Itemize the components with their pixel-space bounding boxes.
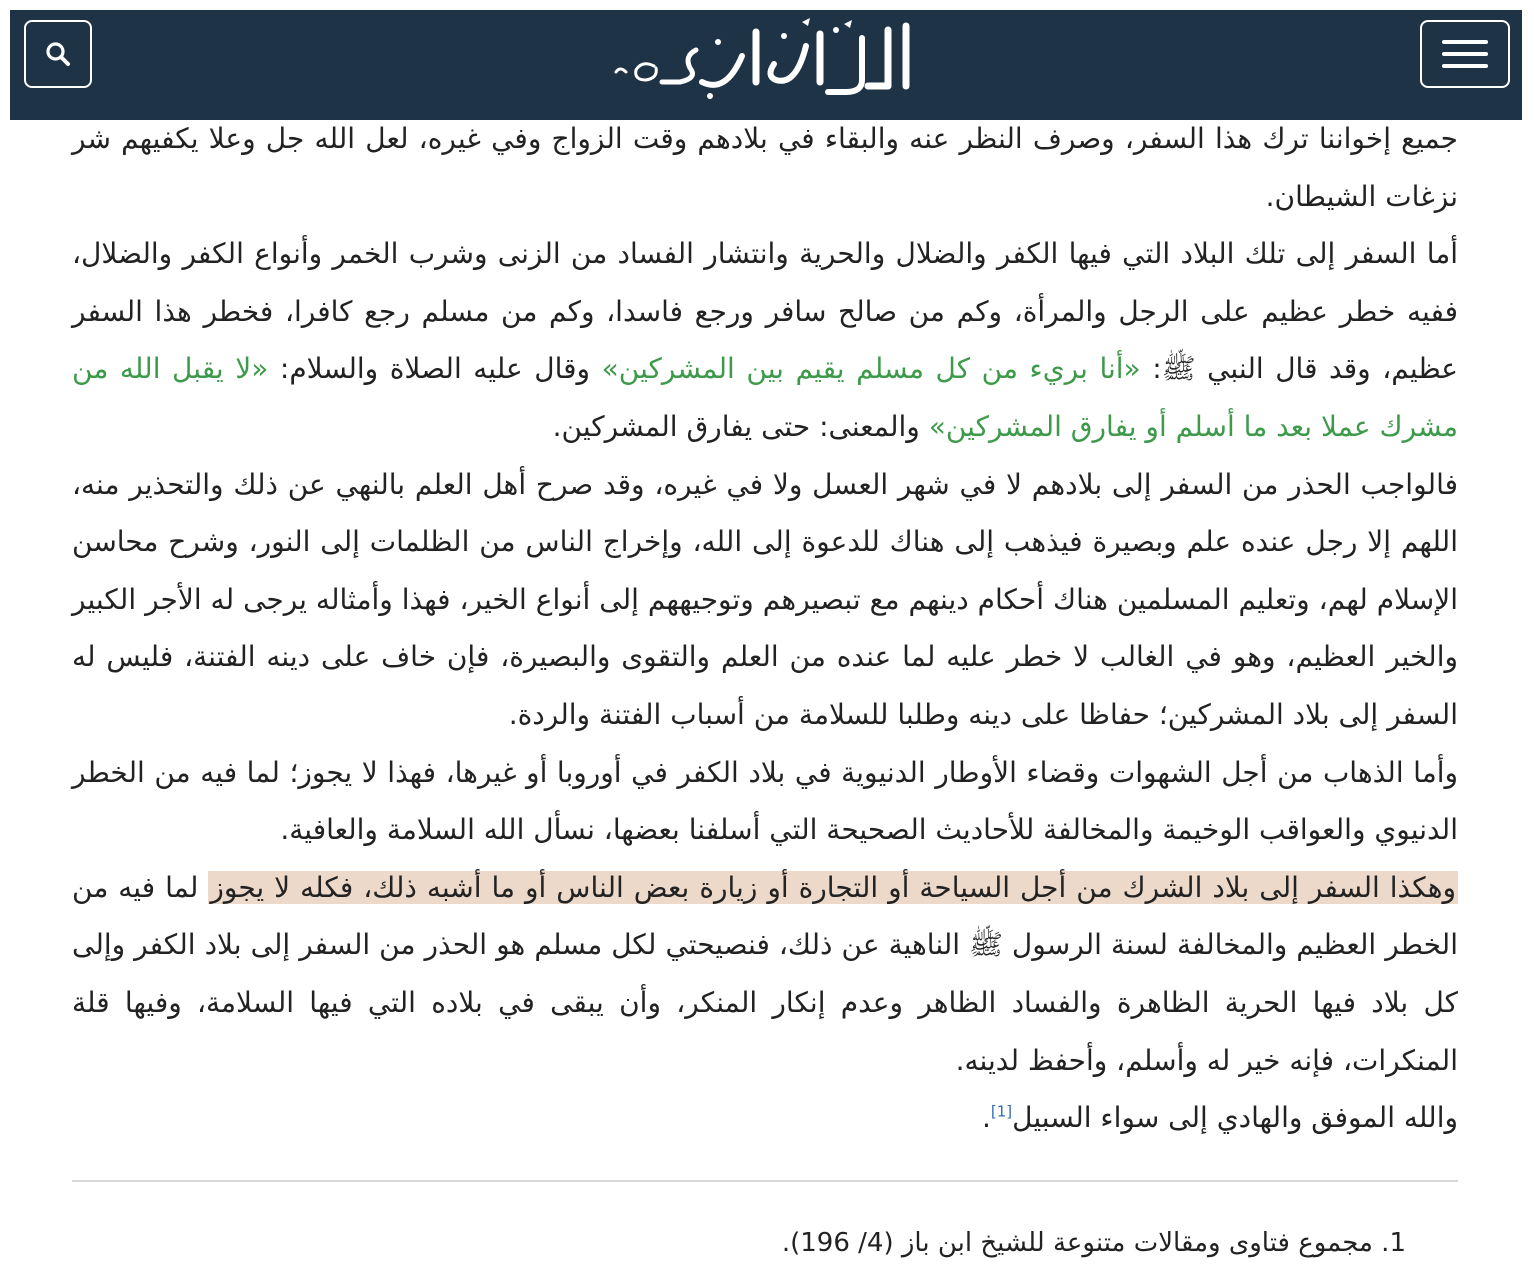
article-paragraph [72, 744, 1458, 859]
hadith-quote: «أنا بريء من كل مسلم يقيم بين المشركين» [601, 352, 1141, 386]
hadith-quote: «لا يقبل الله من مشرك عملا بعد ما أسلم أو يفارق المشركين» [72, 352, 1458, 443]
paragraph-text: أما السفر إلى تلك البلاد التي فيها الكفر والضلال والحرية وانتشار الفساد من الزنى وشرب الخمر وأنواع الكفر والضلال، ففيه خطر عظيم على الرجل والمرأة، وكم من صالح سافر ورجع فاسدا، وكم من مسلم رجع كافرا، فخطر هذا السفر عظيم، وقد قال النبي ﷺ: [72, 237, 1458, 386]
paragraph-text: والمعنى: حتى يفارق المشركين. [552, 409, 929, 443]
article-paragraph [72, 225, 1458, 455]
article-paragraph [72, 1089, 1458, 1147]
highlighted-text: وهكذا السفر إلى بلاد الشرك من أجل السياحة أو التجارة أو زيارة بعض الناس أو ما أشبه ذلك، فكله لا يجوز [210, 870, 1457, 904]
footnotes-divider [72, 1180, 1458, 1182]
logo-text: الإمام ابن باز [739, 58, 793, 69]
paragraph-text: جميع إخواننا ترك هذا السفر، وصرف النظر عنه والبقاء في بلادهم وقت الزواج وفي غيره، لعل الله جل وعلا يكفيهم شر نزغات الشيطان. [72, 122, 1458, 213]
paragraph-text: لما فيه من الخطر العظيم والمخالفة لسنة الرسول ﷺ الناهية عن ذلك، فنصيحتي لكل مسلم هو الحذر من السفر إلى بلاد الكفر وإلى كل بلاد فيها الحرية الظاهرة والفساد الظاهر وعدم إنكار المنكر، وأن يبقى في بلاده التي فيها السلامة، وفيها قلة المنكرات، فإنه خير له وأسلم، وأحفظ لدينه. [72, 870, 1458, 1077]
hamburger-menu-icon [1442, 52, 1488, 56]
site-header [10, 10, 1522, 120]
hamburger-menu-icon [1442, 40, 1488, 44]
paragraph-text: فالواجب الحذر من السفر إلى بلادهم لا في شهر العسل ولا في غيره، وقد صرح أهل العلم بالنهي عن ذلك والتحذير منه، اللهم إلا رجل عنده علم وبصيرة فيذهب إلى هناك للدعوة إلى الله، وإخراج الناس من الظلمات إلى النور، وشرح محاسن الإسلام لهم، وتعليم المسلمين هناك أحكام دينهم مع تبصيرهم وتوجيههم إلى أنواع الخير، فهذا وأمثاله يرجى له الأجر الكبير والخير العظيم، وهو في الغالب لا خطر عليه لما عنده من العلم والتقوى والبصيرة، فإن خاف على دينه الفتنة، فليس له السفر إلى بلاد المشركين؛ حفاظا على دينه وطلبا للسلامة من أسباب الفتنة والردة. [72, 467, 1458, 731]
menu-button[interactable] [1420, 20, 1510, 88]
paragraph-text: وقال عليه الصلاة والسلام: [268, 352, 602, 386]
footnote-item: 1. مجموع فتاوى ومقالات متنوعة للشيخ ابن باز (4/ 196). [781, 1228, 1406, 1258]
article-paragraph [72, 456, 1458, 744]
search-button[interactable] [24, 20, 92, 88]
article-paragraph [72, 859, 1458, 1089]
article-paragraph [72, 110, 1458, 225]
paragraph-text: . [981, 1101, 991, 1135]
site-logo[interactable] [606, 16, 926, 102]
article-body [72, 110, 1458, 1147]
paragraph-text: وأما الذهاب من أجل الشهوات وقضاء الأوطار الدنيوية في بلاد الكفر في أوروبا أو غيرها، فهذا لا يجوز؛ لما فيه من الخطر الدنيوي والعواقب الوخيمة والمخالفة للأحاديث الصحيحة التي أسلفنا بعضها، نسأل الله السلامة والعافية. [72, 755, 1458, 847]
search-icon [44, 40, 72, 68]
footnote-reference-link[interactable]: [1] [990, 1102, 1013, 1121]
paragraph-text: والله الموفق والهادي إلى سواء السبيل [1012, 1101, 1458, 1135]
hamburger-menu-icon [1442, 64, 1488, 68]
